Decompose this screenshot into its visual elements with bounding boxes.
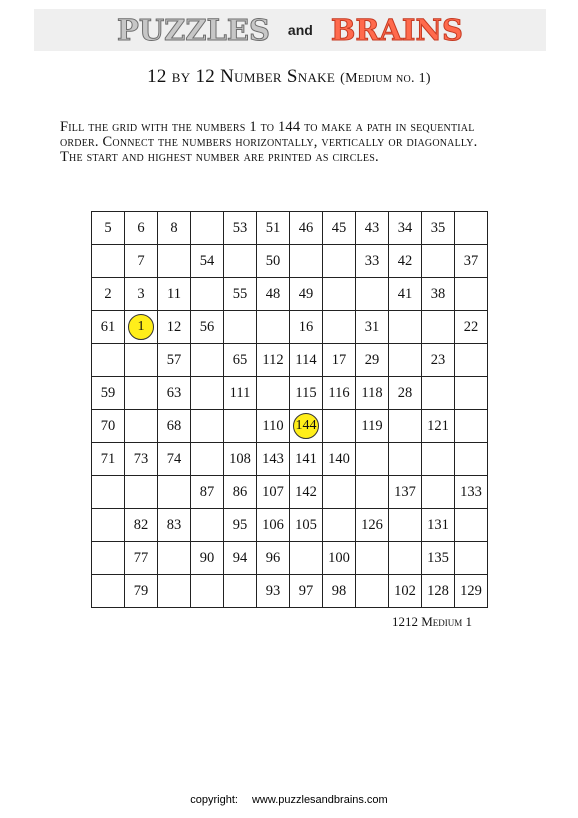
- grid-cell[interactable]: [323, 311, 356, 344]
- grid-cell[interactable]: [257, 377, 290, 410]
- grid-cell[interactable]: [224, 575, 257, 608]
- instruction-line: The start and highest number are printed as circles.: [60, 149, 379, 165]
- grid-row: [92, 509, 488, 542]
- grid-cell[interactable]: 49: [290, 278, 323, 311]
- grid-cell[interactable]: 93: [257, 575, 290, 608]
- grid-row: [92, 278, 488, 311]
- grid-cell[interactable]: 111: [224, 377, 257, 410]
- grid-cell[interactable]: [323, 278, 356, 311]
- grid-row: [92, 476, 488, 509]
- grid-cell[interactable]: 43: [356, 212, 389, 245]
- grid-cell[interactable]: 3: [125, 278, 158, 311]
- grid-cell[interactable]: 106: [257, 509, 290, 542]
- grid-row: [92, 245, 488, 278]
- grid-row: [92, 344, 488, 377]
- grid-cell[interactable]: [290, 245, 323, 278]
- grid-cell[interactable]: 121: [422, 410, 455, 443]
- grid-cell[interactable]: 102: [389, 575, 422, 608]
- grid-cell[interactable]: [389, 443, 422, 476]
- grid-cell[interactable]: 95: [224, 509, 257, 542]
- grid-cell[interactable]: 23: [422, 344, 455, 377]
- grid-cell[interactable]: [191, 575, 224, 608]
- grid-cell[interactable]: 42: [389, 245, 422, 278]
- grid-cell[interactable]: 79: [125, 575, 158, 608]
- logo-and: and: [287, 22, 313, 38]
- grid-cell[interactable]: [92, 344, 125, 377]
- grid-cell[interactable]: 53: [224, 212, 257, 245]
- grid-cell[interactable]: 112: [257, 344, 290, 377]
- grid-cell[interactable]: 137: [389, 476, 422, 509]
- grid-cell[interactable]: 50: [257, 245, 290, 278]
- grid-cell[interactable]: [125, 344, 158, 377]
- instructions: [60, 120, 560, 165]
- grid-cell[interactable]: [323, 476, 356, 509]
- grid-cell[interactable]: [125, 476, 158, 509]
- grid-row: [92, 311, 488, 344]
- grid-cell[interactable]: 38: [422, 278, 455, 311]
- grid-cell[interactable]: [323, 245, 356, 278]
- grid-cell[interactable]: [422, 443, 455, 476]
- grid-cell[interactable]: [356, 278, 389, 311]
- grid-cell[interactable]: [389, 509, 422, 542]
- grid-row: [92, 377, 488, 410]
- grid-cell[interactable]: 11: [158, 278, 191, 311]
- grid-cell[interactable]: 82: [125, 509, 158, 542]
- grid-cell[interactable]: 140: [323, 443, 356, 476]
- grid-cell[interactable]: 34: [389, 212, 422, 245]
- page-title: [0, 66, 578, 88]
- grid-cell[interactable]: 6: [125, 212, 158, 245]
- grid-cell[interactable]: 96: [257, 542, 290, 575]
- grid-cell[interactable]: 7: [125, 245, 158, 278]
- grid-cell[interactable]: [92, 542, 125, 575]
- grid-cell[interactable]: 35: [422, 212, 455, 245]
- grid-cell[interactable]: 128: [422, 575, 455, 608]
- grid-cell[interactable]: 142: [290, 476, 323, 509]
- grid-cell[interactable]: 28: [389, 377, 422, 410]
- grid-cell[interactable]: 2: [92, 278, 125, 311]
- grid-cell[interactable]: [455, 509, 488, 542]
- grid-cell[interactable]: 77: [125, 542, 158, 575]
- grid-cell[interactable]: 16: [290, 311, 323, 344]
- copyright-label: copyright:: [190, 794, 238, 806]
- grid-row: [92, 212, 488, 245]
- grid-cell[interactable]: [224, 410, 257, 443]
- grid-cell[interactable]: 87: [191, 476, 224, 509]
- grid-cell[interactable]: [422, 476, 455, 509]
- footer: [0, 794, 578, 806]
- grid-cell[interactable]: [422, 245, 455, 278]
- grid-cell[interactable]: [422, 377, 455, 410]
- grid-cell[interactable]: 119: [356, 410, 389, 443]
- grid-cell[interactable]: [92, 509, 125, 542]
- grid-cell[interactable]: 54: [191, 245, 224, 278]
- grid-row: [92, 575, 488, 608]
- grid-cell[interactable]: [158, 476, 191, 509]
- grid-cell[interactable]: 65: [224, 344, 257, 377]
- grid-cell[interactable]: 71: [92, 443, 125, 476]
- grid-cell[interactable]: 118: [356, 377, 389, 410]
- grid-cell[interactable]: [323, 410, 356, 443]
- grid-cell[interactable]: [191, 377, 224, 410]
- grid-cell[interactable]: 143: [257, 443, 290, 476]
- grid-cell[interactable]: 51: [257, 212, 290, 245]
- grid-cell[interactable]: 33: [356, 245, 389, 278]
- grid-cell[interactable]: [191, 509, 224, 542]
- instruction-line: order. Connect the numbers horizontally, vertically or diagonally.: [60, 134, 478, 150]
- grid-cell[interactable]: 8: [158, 212, 191, 245]
- grid-cell[interactable]: [158, 575, 191, 608]
- grid-cell[interactable]: 116: [323, 377, 356, 410]
- title-main: 12 by 12 Number Snake: [147, 66, 336, 87]
- grid-cell[interactable]: [224, 311, 257, 344]
- grid-cell[interactable]: [224, 245, 257, 278]
- grid-row: [92, 443, 488, 476]
- grid-cell[interactable]: [455, 377, 488, 410]
- grid-cell[interactable]: 115: [290, 377, 323, 410]
- grid-cell[interactable]: 31: [356, 311, 389, 344]
- grid-cell[interactable]: 12: [158, 311, 191, 344]
- grid-cell[interactable]: [455, 344, 488, 377]
- grid-cell[interactable]: [257, 311, 290, 344]
- grid-cell[interactable]: [191, 212, 224, 245]
- grid-cell[interactable]: 135: [422, 542, 455, 575]
- grid-cell[interactable]: 57: [158, 344, 191, 377]
- logo-brains: BRAINS: [330, 13, 463, 47]
- grid-cell[interactable]: [455, 278, 488, 311]
- logo-puzzles: PUZZLES: [117, 13, 270, 47]
- instruction-line: Fill the grid with the numbers 1 to 144 to make a path in sequential: [60, 119, 475, 135]
- grid-cell[interactable]: [92, 245, 125, 278]
- grid-cell[interactable]: 97: [290, 575, 323, 608]
- grid-cell[interactable]: [389, 542, 422, 575]
- grid-cell[interactable]: 83: [158, 509, 191, 542]
- grid-cell[interactable]: 70: [92, 410, 125, 443]
- grid-cell[interactable]: [125, 410, 158, 443]
- grid-cell[interactable]: [455, 410, 488, 443]
- grid-cell[interactable]: [455, 542, 488, 575]
- grid-cell[interactable]: [191, 443, 224, 476]
- grid-cell[interactable]: 73: [125, 443, 158, 476]
- title-sub: (Medium no. 1): [340, 71, 431, 86]
- grid-cell[interactable]: 46: [290, 212, 323, 245]
- grid-cell[interactable]: [389, 344, 422, 377]
- grid-cell[interactable]: [389, 410, 422, 443]
- grid-cell[interactable]: 108: [224, 443, 257, 476]
- grid-cell[interactable]: 74: [158, 443, 191, 476]
- grid-cell[interactable]: 55: [224, 278, 257, 311]
- grid-cell[interactable]: 131: [422, 509, 455, 542]
- grid-cell[interactable]: 100: [323, 542, 356, 575]
- grid-cell[interactable]: 86: [224, 476, 257, 509]
- grid-cell[interactable]: 59: [92, 377, 125, 410]
- grid-cell[interactable]: 129: [455, 575, 488, 608]
- puzzle-id: 1212 Medium 1: [391, 614, 472, 629]
- puzzle-grid: [91, 211, 488, 608]
- grid-cell[interactable]: 45: [323, 212, 356, 245]
- grid-cell[interactable]: 105: [290, 509, 323, 542]
- grid-cell[interactable]: [290, 542, 323, 575]
- grid-cell[interactable]: 126: [356, 509, 389, 542]
- grid-cell[interactable]: [92, 476, 125, 509]
- grid-cell[interactable]: 37: [455, 245, 488, 278]
- grid-cell[interactable]: [125, 377, 158, 410]
- grid-cell[interactable]: 22: [455, 311, 488, 344]
- grid-cell[interactable]: [191, 344, 224, 377]
- grid-cell[interactable]: 48: [257, 278, 290, 311]
- grid-cell[interactable]: 29: [356, 344, 389, 377]
- grid-cell[interactable]: 61: [92, 311, 125, 344]
- grid-cell[interactable]: 41: [389, 278, 422, 311]
- grid-cell[interactable]: [356, 476, 389, 509]
- grid-cell[interactable]: [422, 311, 455, 344]
- circled-number: 144: [293, 413, 319, 439]
- grid-cell[interactable]: [290, 410, 323, 443]
- grid-cell[interactable]: [323, 509, 356, 542]
- grid-cell[interactable]: [455, 212, 488, 245]
- grid-cell[interactable]: [356, 542, 389, 575]
- grid-cell[interactable]: 90: [191, 542, 224, 575]
- grid-cell[interactable]: 17: [323, 344, 356, 377]
- grid-cell[interactable]: 56: [191, 311, 224, 344]
- copyright-url[interactable]: www.puzzlesandbrains.com: [251, 794, 388, 806]
- grid-cell[interactable]: 63: [158, 377, 191, 410]
- grid-cell[interactable]: [389, 311, 422, 344]
- grid-cell[interactable]: 5: [92, 212, 125, 245]
- grid-cell[interactable]: [125, 311, 158, 344]
- grid-cell[interactable]: 114: [290, 344, 323, 377]
- grid-cell[interactable]: 98: [323, 575, 356, 608]
- grid-cell[interactable]: [356, 443, 389, 476]
- grid-cell[interactable]: [455, 443, 488, 476]
- grid-cell[interactable]: 133: [455, 476, 488, 509]
- grid-cell[interactable]: [191, 278, 224, 311]
- grid-cell[interactable]: [158, 245, 191, 278]
- grid-row: [92, 542, 488, 575]
- grid-cell[interactable]: [191, 410, 224, 443]
- grid-cell[interactable]: [92, 575, 125, 608]
- grid-cell[interactable]: [356, 575, 389, 608]
- grid-cell[interactable]: [158, 542, 191, 575]
- grid-row: [92, 410, 488, 443]
- grid-cell[interactable]: 68: [158, 410, 191, 443]
- grid-cell[interactable]: 107: [257, 476, 290, 509]
- circled-number: 1: [128, 314, 154, 340]
- site-banner: [34, 9, 546, 51]
- grid-cell[interactable]: 94: [224, 542, 257, 575]
- grid-cell[interactable]: 141: [290, 443, 323, 476]
- grid-cell[interactable]: 110: [257, 410, 290, 443]
